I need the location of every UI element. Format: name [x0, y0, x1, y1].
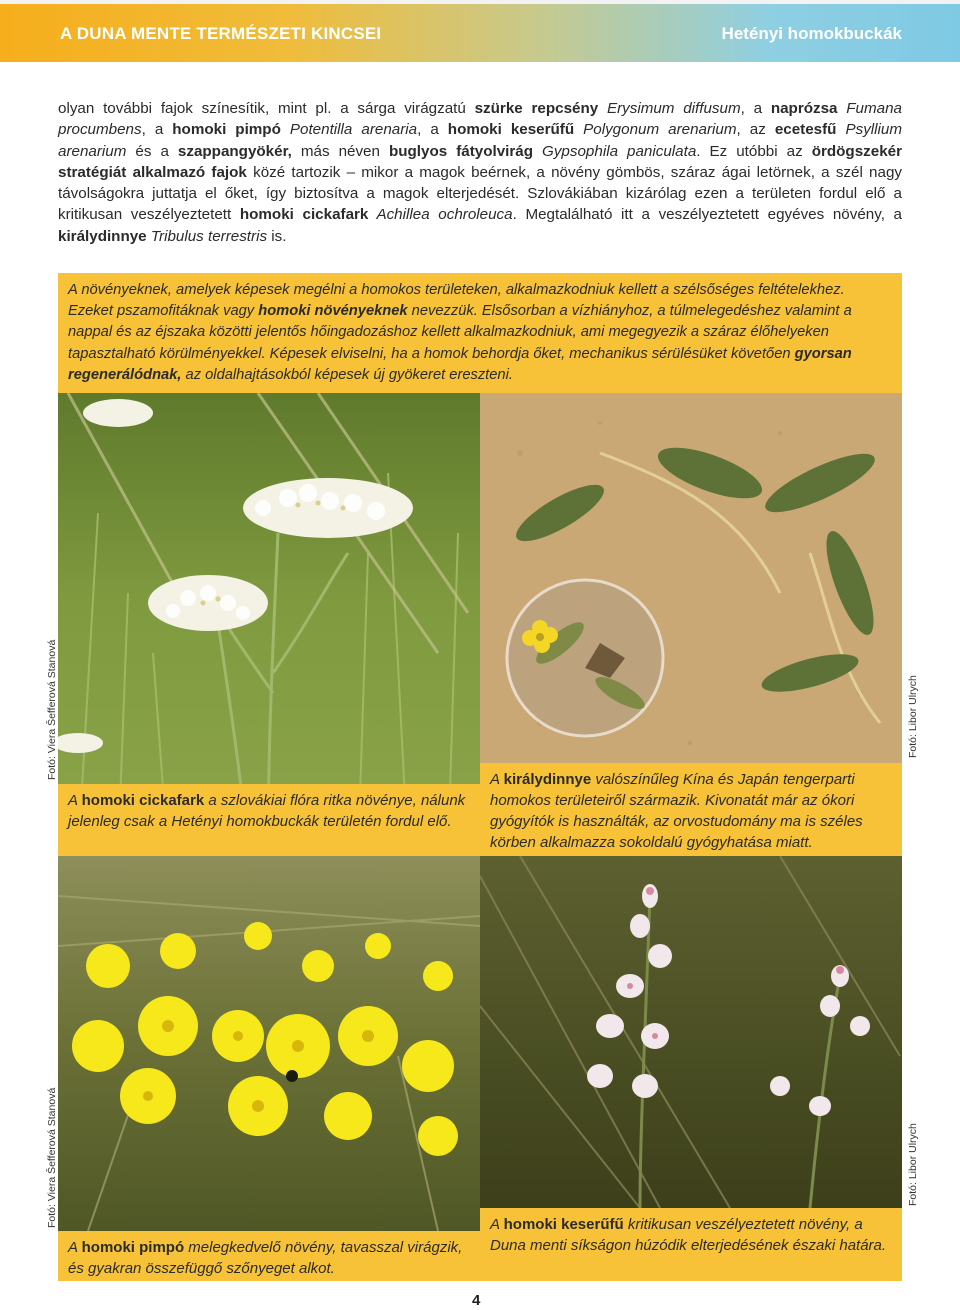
caption-homoki-cickafark	[58, 784, 480, 856]
intro-bold-homoki-pimpo: homoki pimpó	[172, 121, 281, 139]
photo-credit-top-left: Fotó: Viera Šefferová Stanová	[46, 639, 58, 780]
intro-run: más néven	[291, 142, 389, 160]
caption-bold: homoki cickafark	[81, 792, 205, 809]
psammophyte-callout	[58, 273, 902, 393]
intro-paragraph	[58, 98, 902, 247]
intro-bold-szurke-repcseny: szürke repcsény	[474, 100, 599, 117]
intro-run: is.	[267, 227, 287, 245]
intro-latin: Fumana procumbens	[58, 100, 902, 139]
caption-kiralydinnye	[480, 763, 902, 856]
intro-run: közé tartozik – mikor a magok beérnek, a növény gömbös, száraz ágai letörnek, a szél nagy távolságokra juttatja el őket, így biztosítva a magok elterjedését. Szlovákiában kizárólag ezen a területen fordul elő a kritikusan veszélyeztetett	[58, 163, 902, 224]
photo-kiralydinnye	[480, 393, 902, 763]
caption-run: A	[490, 1216, 504, 1233]
intro-bold-ordogszeker: ördögszekér stratégiát alkalmazó fajok	[58, 142, 902, 181]
caption-homoki-keserufu	[480, 1208, 902, 1281]
header-left-title: A DUNA MENTE TERMÉSZETI KINCSEI	[60, 24, 382, 43]
intro-run: , a	[417, 121, 448, 139]
intro-bold-naprozsa: naprózsa	[770, 100, 838, 117]
callout-bold-homoki-novenyeknek: homoki növényeknek	[258, 303, 408, 320]
intro-latin: Achillea ochroleuca	[368, 206, 513, 224]
intro-latin: Psyllium arenarium	[58, 121, 903, 160]
intro-bold-buglyos-fatyolvirag: buglyos fátyolvirág	[388, 142, 534, 160]
caption-run: A	[490, 771, 504, 788]
intro-bold-kiralydinnye: királydinnye	[58, 227, 147, 245]
caption-run: a szlovákiai flóra ritka növénye, nálunk jelenleg csak a Hetényi homokbuckák területén fordul elő.	[68, 792, 466, 830]
intro-bold-homoki-cickafark: homoki cickafark	[239, 206, 369, 224]
intro-latin: Erysimum diffusum	[598, 100, 741, 117]
intro-run: , a	[141, 121, 173, 139]
header-right-title: Hetényi homokbuckák	[721, 24, 902, 43]
caption-bold: homoki keserűfű	[503, 1216, 624, 1233]
photo-credit-bottom-right: Fotó: Libor Ulrych	[907, 1123, 919, 1206]
callout-bold-gyorsan-regeneralodnak: gyorsan regenerálódnak,	[68, 345, 852, 383]
photo-homoki-keserufu	[480, 856, 902, 1208]
intro-bold-homoki-keserufu: homoki keserűfű	[447, 121, 575, 139]
photo-credit-bottom-left: Fotó: Viera Šefferová Stanová	[46, 1087, 58, 1228]
intro-bold-szappangyoker: szappangyökér,	[177, 142, 292, 160]
intro-run: olyan további fajok színesítik, mint pl. a sárga virágzatú	[58, 100, 475, 117]
intro-latin: Gypsophila paniculata	[533, 142, 697, 160]
caption-run: kritikusan veszélyeztetett növény, a Duna menti síkságon húzódik elterjedésének északi határa.	[490, 1216, 887, 1254]
caption-run: melegkedvelő növény, tavasszal virágzik, és gyakran összefüggő szőnyeget alkot.	[68, 1239, 463, 1277]
caption-bold: homoki pimpó	[81, 1239, 185, 1256]
intro-run: és a	[126, 142, 178, 160]
intro-latin: Polygonum arenarium	[574, 121, 737, 139]
intro-run: , az	[736, 121, 775, 139]
callout-run: nevezzük. Elsősorban a vízhiányhoz, a túlmelegedéshez valamint a nappal és az éjszaka közötti jelentős hőingadozáshoz kellett alkalmazkodniuk, ami megegyezik a száraz élőhelyeken tapasztalható körülményekkel. Képesek elviselni, ha a homok behordja őket, mechanikus sérülésüket követően	[68, 303, 852, 362]
intro-latin: Potentilla arenaria	[280, 121, 418, 139]
caption-bold: királydinnye	[503, 771, 592, 788]
caption-run: A	[68, 792, 82, 809]
callout-run: az oldalhajtásokból képesek új gyökeret ereszteni.	[181, 366, 513, 383]
caption-homoki-pimpo	[58, 1231, 480, 1281]
intro-run: . Megtalálható itt a veszélyeztetett egyéves növény, a	[512, 206, 903, 224]
intro-text	[58, 98, 902, 247]
intro-latin: Tribulus terrestris	[146, 227, 268, 245]
page-header	[0, 4, 960, 62]
intro-bold-ecetesfu: ecetesfű	[774, 121, 837, 139]
intro-run: , a	[740, 100, 771, 117]
callout-text	[68, 280, 892, 386]
caption-run: valószínűleg Kína és Japán tengerparti homokos területeiről származik. Kivonatát már az ókori gyógyítók is használták, az orvostudomány ma is széles körben alkalmazza sokoldalú gyógyhatása miatt.	[490, 771, 863, 851]
callout-run: A növényeknek, amelyek képesek megélni a homokos területeken, alkalmazkodniuk kellett a szélsőséges feltételekhez. Ezeket pszamofitáknak vagy	[68, 282, 845, 320]
photo-homoki-pimpo	[58, 856, 480, 1231]
photo-credit-top-right: Fotó: Libor Ulrych	[907, 675, 919, 758]
page-number: 4	[472, 1292, 481, 1309]
caption-run: A	[68, 1239, 82, 1256]
intro-run: . Ez utóbbi az	[696, 142, 812, 160]
